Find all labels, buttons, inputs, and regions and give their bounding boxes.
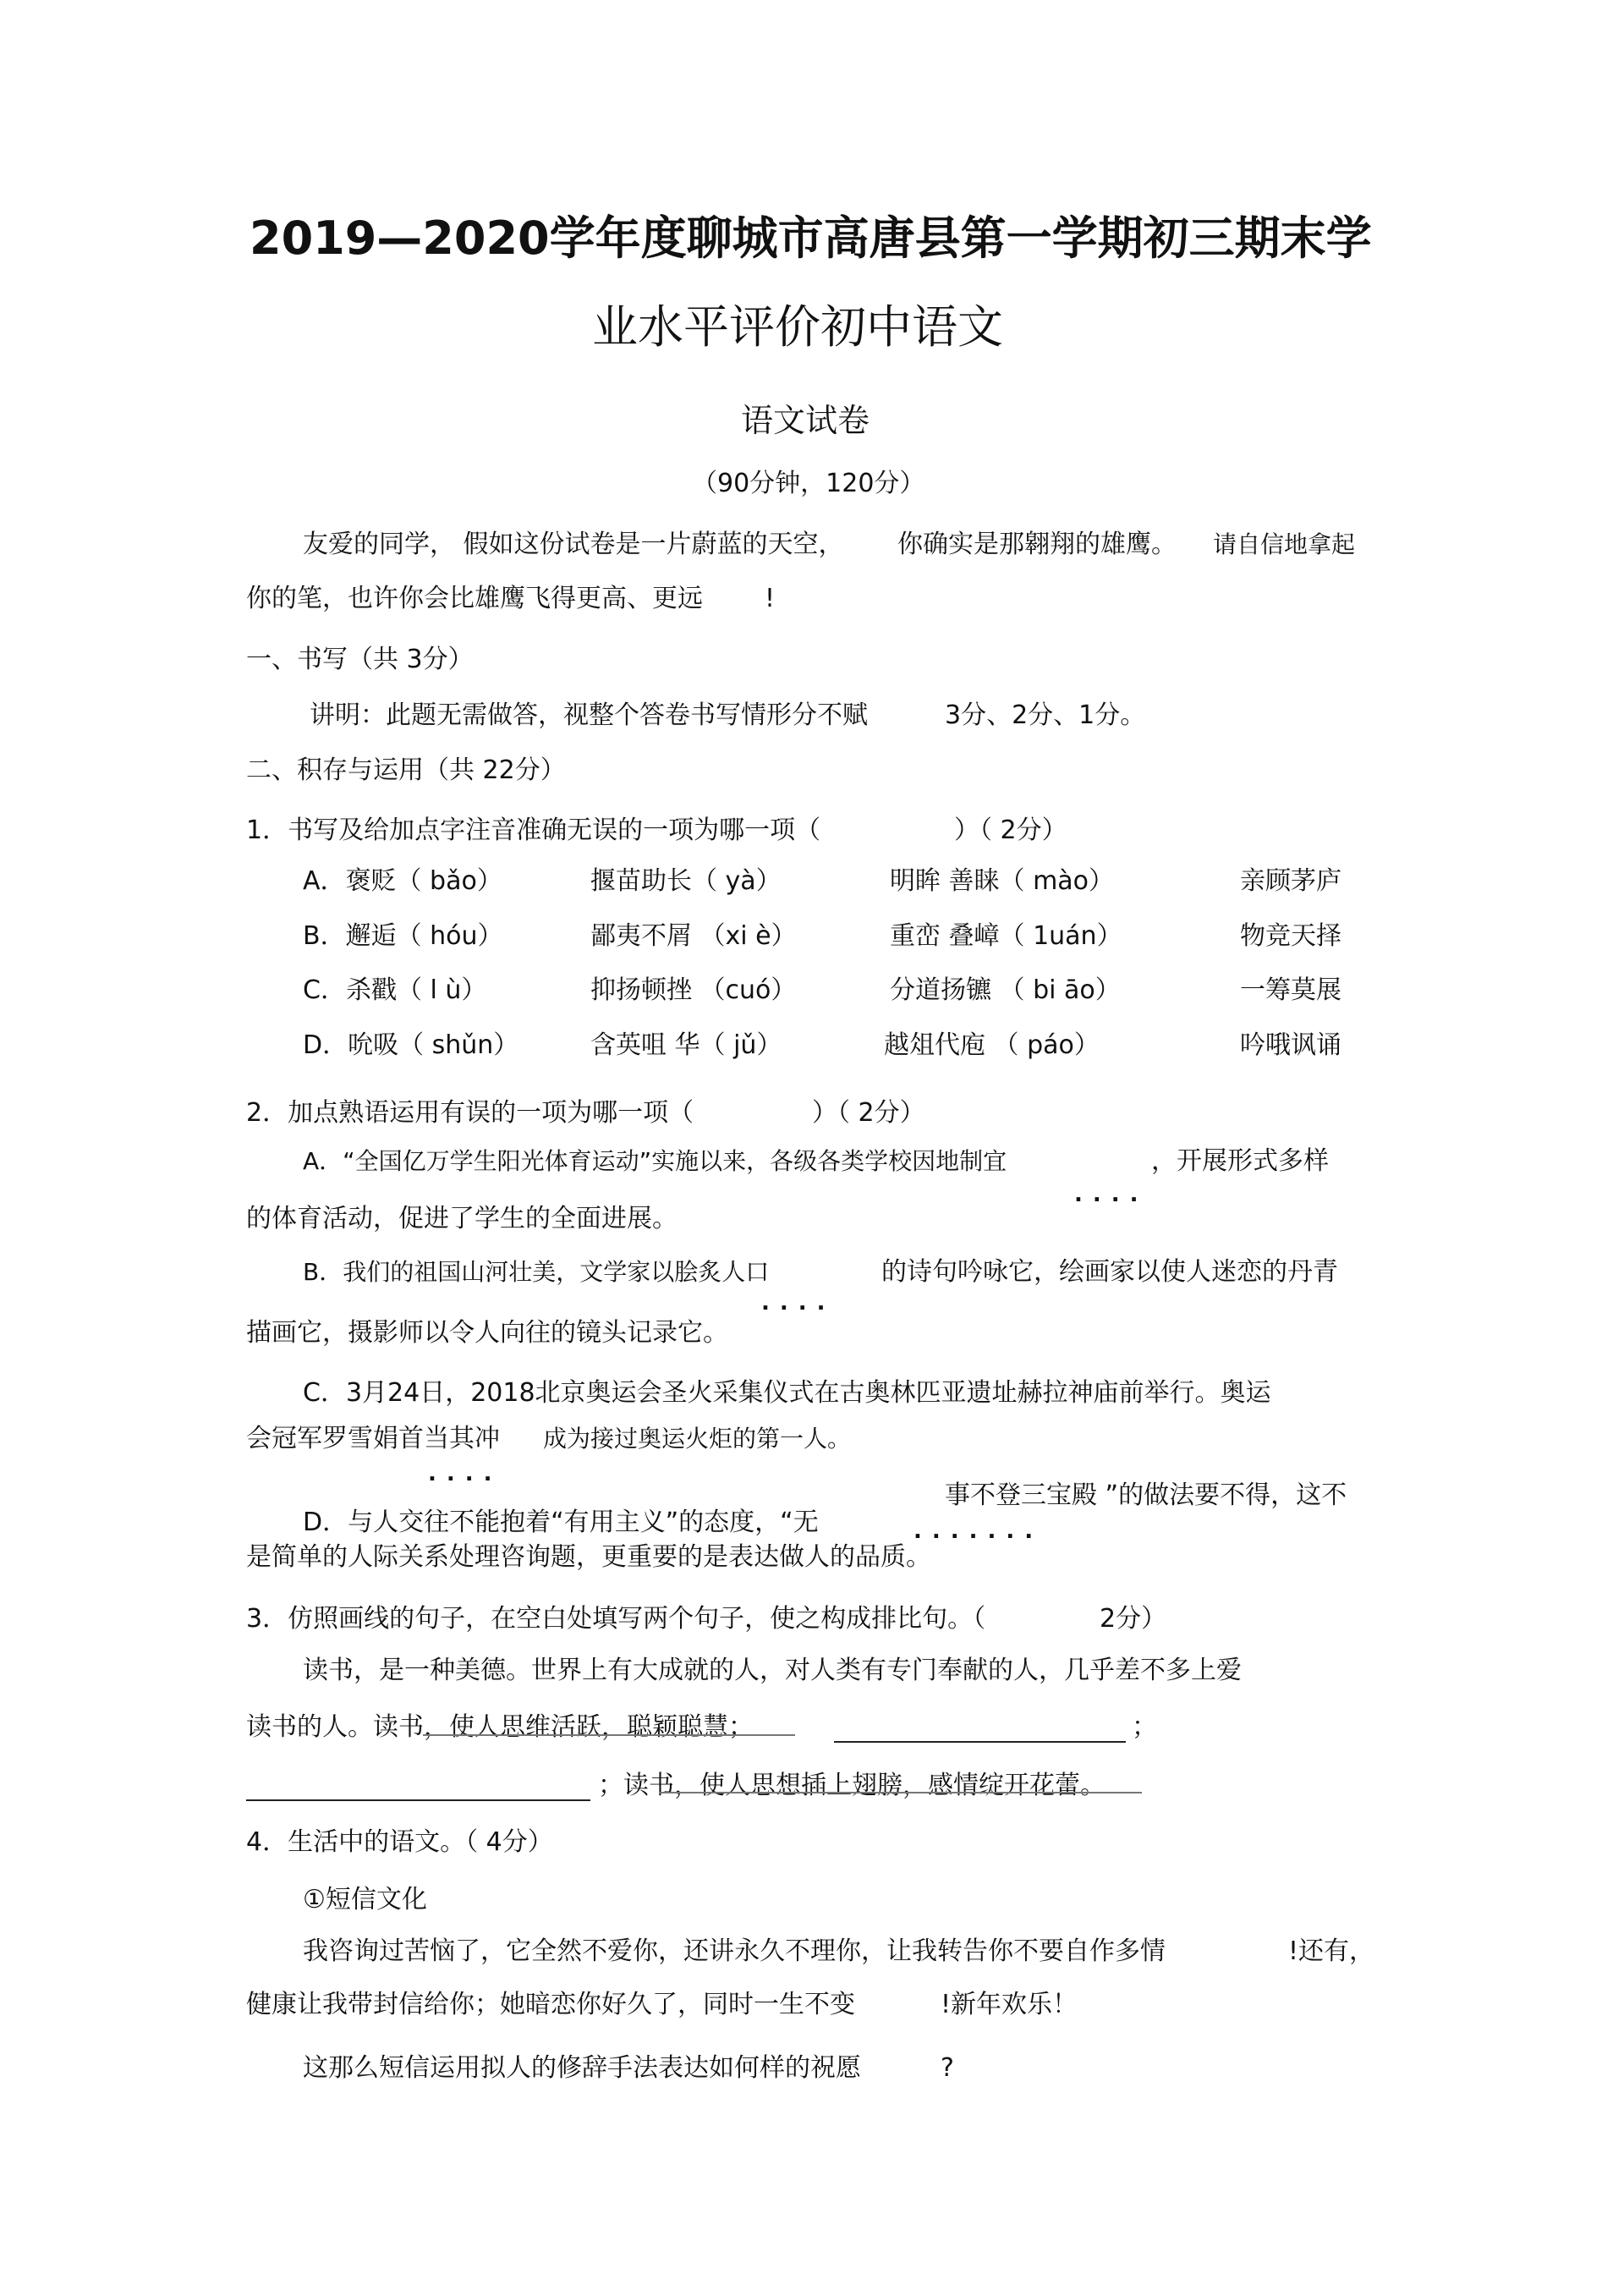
q1-option: C．杀戳（ l ù） — [303, 975, 487, 1005]
q1-option: 含英咀 华（ jǔ） — [590, 1030, 782, 1060]
q1-score: ）（ 2分） — [954, 816, 1067, 845]
section1-heading: 一、书写（共 3分） — [246, 645, 474, 674]
q4-text: 我咨询过苦恼了，它全然不爱你，还讲永久不理你，让我转告你不要自作多情 — [303, 1936, 1166, 1966]
q1-option: A．褒贬（ bǎo） — [303, 866, 502, 896]
q1-option: 鄙夷不屑 （xi è） — [590, 921, 797, 951]
q2-option-d: 是简单的人际关系处理咨询题，更重要的是表达做人的品质。 — [246, 1542, 931, 1572]
q4-subheading: ①短信文化 — [303, 1885, 427, 1914]
q3-text: ； — [1132, 1712, 1157, 1742]
q1-option: 吟哦讽诵 — [1240, 1030, 1341, 1060]
document-subtitle: 语文试卷 — [741, 402, 870, 439]
intro-text: ! — [765, 584, 776, 613]
q4-question: ? — [941, 2053, 954, 2083]
intro-text: 友爱的同学， 假如这份试卷是一片蔚蓝的天空， — [303, 530, 844, 559]
q2-option-a: A．“全国亿万学生阳光体育运动”实施以来，各级各类学校因地制宜 — [303, 1147, 1007, 1175]
q3-strike-line — [423, 1734, 795, 1736]
q2-option-b: B．我们的祖国山河壮美，文学家以脍炙人口 — [303, 1258, 770, 1286]
q1-option: 揠苗助长（ yà） — [590, 866, 782, 896]
q4-text: 健康让我带封信给你；她暗恋你好久了，同时一生不变 — [246, 1990, 855, 2019]
emphasis-dots: .... — [1074, 1182, 1149, 1207]
document-title-line1: 2019—2020学年度聊城市高唐县第一学期初三期末学 — [250, 211, 1372, 265]
q2-score: ）（ 2分） — [812, 1098, 925, 1128]
intro-text: 你的笔，也许你会比雄鹰飞得更高、更远 — [246, 584, 703, 613]
q2-option-c: C．3月24日，2018北京奥运会圣火采集仪式在古奥林匹亚遗址赫拉神庙前举行。奥运 — [303, 1378, 1271, 1408]
q1-option: 物竞天择 — [1240, 921, 1341, 951]
q1-option: 重峦 叠嶂（ 1uán） — [890, 921, 1122, 951]
q3-score: 2分） — [1100, 1604, 1167, 1634]
q1-option: 分道扬镳 （ bi āo） — [890, 975, 1121, 1005]
q3-text: 读书，是一种美德。世界上有大成就的人，对人类有专门奉献的人，几乎差不多上爱 — [303, 1656, 1242, 1685]
section2-heading: 二、积存与运用（共 22分） — [246, 755, 566, 785]
q4-text: !还有， — [1288, 1936, 1375, 1966]
emphasis-dots: ....... — [914, 1519, 1044, 1544]
intro-text: 请自信地拿起 — [1213, 530, 1356, 558]
q1-option: 一筹莫展 — [1240, 975, 1341, 1005]
q2-option-b: 描画它，摄影师以令人向往的镜头记录它。 — [246, 1318, 728, 1348]
emphasis-dots: .... — [761, 1290, 836, 1316]
section1-note: 3分、2分、1分。 — [945, 700, 1146, 730]
q1-option: 明眸 善睐（ mào） — [890, 866, 1115, 896]
q4-stem: 4．生活中的语文。（ 4分） — [246, 1827, 553, 1857]
q3-text: ；读书，使人思想插上翅膀，感情绽开花蕾。 — [598, 1771, 1106, 1800]
q1-option: 亲顾茅庐 — [1240, 866, 1341, 896]
document-title-line2: 业水平评价初中语文 — [592, 300, 1003, 354]
q1-option: 越俎代庖 （ páo） — [884, 1030, 1100, 1060]
q3-answer-blank-1[interactable] — [834, 1741, 1126, 1743]
q1-stem: 1．书写及给加点字注音准确无误的一项为哪一项（ — [246, 816, 821, 845]
q3-answer-blank-2[interactable] — [246, 1799, 590, 1801]
q2-stem: 2．加点熟语运用有误的一项为哪一项（ — [246, 1098, 694, 1128]
q3-text: 读书的人。读书，使人思维活跃，聪颖聪慧； — [246, 1712, 754, 1742]
q4-text: !新年欢乐！ — [941, 1990, 1078, 2019]
intro-text: 你确实是那翱翔的雄鹰。 — [897, 530, 1177, 559]
q2-option-b: 的诗句吟咏它，绘画家以使人迷恋的丹青 — [881, 1257, 1338, 1287]
q2-option-c: 成为接过奥运火炬的第一人。 — [543, 1425, 852, 1453]
q1-option: B．邂逅（ hóu） — [303, 921, 503, 951]
emphasis-dots: .... — [428, 1461, 502, 1486]
q2-option-c: 会冠军罗雪娟首当其冲 — [246, 1424, 500, 1453]
time-score: （90分钟，120分） — [692, 469, 925, 498]
q2-option-a: ，开展形式多样 — [1151, 1146, 1329, 1176]
q4-question: 这那么短信运用拟人的修辞手法表达如何样的祝愿 — [303, 2053, 861, 2083]
q3-stem: 3．仿照画线的句子，在空白处填写两个句子，使之构成排比句。（ — [246, 1604, 986, 1634]
q3-strike-line — [660, 1792, 1142, 1793]
q2-option-d: 事不登三宝殿 ”的做法要不得，这不 — [945, 1480, 1347, 1510]
q2-option-a: 的体育活动，促进了学生的全面进展。 — [246, 1204, 678, 1233]
q2-option-d: D．与人交往不能抱着“有用主义”的态度，“无 — [303, 1508, 819, 1537]
section1-note: 讲明：此题无需做答，视整个答卷书写情形分不赋 — [310, 700, 868, 730]
q1-option: 抑扬顿挫 （cuó） — [590, 975, 797, 1005]
q1-option: D．吮吸（ shǔn） — [303, 1030, 519, 1060]
